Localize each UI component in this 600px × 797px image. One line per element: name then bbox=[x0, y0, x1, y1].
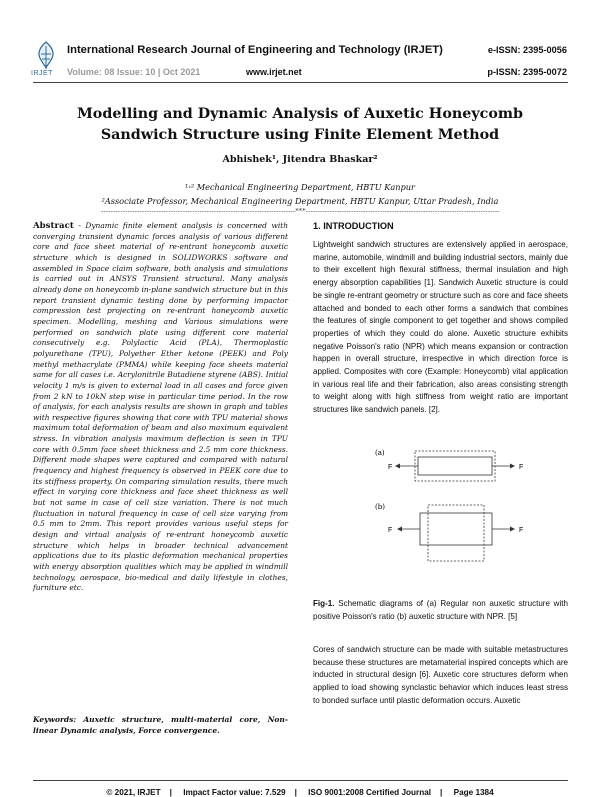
figure-label-b: (b) bbox=[375, 503, 385, 511]
affiliation-1: ¹˒² Mechanical Engineering Department, HBTU Kanpur bbox=[185, 182, 415, 192]
abstract bbox=[33, 221, 288, 594]
introduction-heading: 1. INTRODUCTION bbox=[313, 221, 394, 231]
footer-impact-factor: Impact Factor value: 7.529 bbox=[183, 788, 286, 797]
paper-authors: Abhishek¹, Jitendra Bhaskar² bbox=[222, 154, 378, 165]
auxetic-structure-drawing bbox=[397, 505, 515, 561]
website-link[interactable]: www.irjet.net bbox=[246, 67, 302, 77]
force-label-a-right: F bbox=[519, 464, 524, 471]
force-label-b-right: F bbox=[519, 527, 524, 534]
section-separator: ---------------------------------------------------------------------------------***--------------------------------------------------------------------------------- bbox=[101, 207, 500, 215]
journal-name: International Research Journal of Engineering and Technology (IRJET) bbox=[67, 44, 443, 56]
figure-caption-label: Fig-1. bbox=[313, 599, 335, 608]
p-issn: p-ISSN: 2395-0072 bbox=[487, 67, 567, 77]
header-divider bbox=[33, 82, 568, 83]
figure-caption-text: Schematic diagrams of (a) Regular non auxetic structure with positive Poisson's ratio (b) auxetic structure with NPR. [5] bbox=[313, 599, 568, 621]
figure-label-a: (a) bbox=[375, 449, 385, 457]
logo-text: IRJET bbox=[31, 70, 53, 77]
footer-page-number: Page 1384 bbox=[453, 788, 494, 797]
irjet-logo-icon bbox=[33, 40, 59, 70]
keywords: Keywords: Auxetic structure, multi-material core, Non-linear Dynamic analysis, Force convergence. bbox=[33, 715, 288, 735]
affiliation-2: ²Associate Professor, Mechanical Engineering Department, HBTU Kanpur, Uttar Pradesh, India bbox=[101, 196, 499, 206]
e-issn: e-ISSN: 2395-0056 bbox=[487, 45, 567, 55]
force-label-a-left: F bbox=[388, 464, 393, 471]
paper-title: Modelling and Dynamic Analysis of Auxetic Honeycomb Sandwich Structure using Finite Element Method bbox=[76, 106, 524, 143]
paragraph-cores: Cores of sandwich structure can be made with suitable metastructures because these structures are metamaterial inspired concepts which are inducted in structural design [6]. Auxetic core structures deform when applied to load showing synclastic behavior which induces least stress to bonded surface until plastic deformation occurs. Auxetic bbox=[313, 645, 568, 705]
introduction-text: Lightweight sandwich structures are extensively applied in aerospace, marine, automobile, windmill and building industrial sectors, mainly due to their excellent high flexural stiffness, thermal insulation and high energy absorption capabilities [1]. Sandwich Auxetic structure is could be single re-entrant geometry or structure such as core and face sheets attached and bonded to each other forms a sandwich that combines the features of single component to get together and shows compiled properties of which they could do alone. Auxetic structure exhibits negative Poisson's ratio (NPR) which means expansion or contraction happen in overall structure, irrespective in which direction force is applied. Composites with core (Example: Honeycomb) vital application in various real life and their fabrication, also areas consisting strength to weight along with high stiffness from weight ratio are important structures like sandwich panels. [2]. bbox=[313, 240, 568, 415]
figure-1-diagram bbox=[370, 443, 550, 591]
force-label-b-left: F bbox=[388, 527, 393, 534]
footer-copyright: © 2021, IRJET bbox=[106, 788, 161, 797]
regular-structure-drawing bbox=[395, 451, 515, 481]
abstract-text: - Dynamic finite element analysis is concerned with converging transient dynamic forces analysis of various different core and face sheet material of re-entrant honeycomb auxetic structure which is designed in SOLIDWORKS software and assembled in Space claim software, both analysis and simulations is carried out in ANSYS Transient structural. Many analysis already done on honeycomb in-plane sandwich structure but in this report transient dynamic testing done by performing impactor compression test projecting on re-entrant honeycomb auxetic specimen. Modelling, meshing and Various simulations were performed on sandwich plate using different core material consecutively e.g. Polylactic Acid (PLA), Thermoplastic polyurethane (TPU), Polyether Ether ketone (PEEK) and Poly methyl methacrylate (PMMA) while keeping face sheets material same for all cases i.e. Acrylonitrile Butadiene styrene (ABS). Initial velocity 1 m/s is given to external load in all cases and force given from 2 kN to 10kN step wise in particular time period. In the row of analysis, for each analysis results are shown in graph and tables with respective figures showing that core with TPU material shows maximum total deformation of beam and also maximum equivalent stress. In vibration analysis maximum deflection is seen in TPU core with 0.5mm face sheet thickness and 2.5 mm core thickness. Different mode shapes were captured and compared with natural frequency and highest frequency is observed in PEEK core due to its stiffness property. On comparing simulation results, there much effect in varying core thickness and face sheet thickness as well but not same in case of cell size variation. There is not much fluctuation in natural frequency in case of cell size varying from 0.5 mm to 2mm. This report provides various useful steps for design and virtual analysis of re-entrant honeycomb auxetic structure which helps in broader technical advancement applications due to its plastic deformation mechanical properties with energy absorption qualities which may be applied in windmill technology, aerospace, bio-medical and daily lifestyle in clothes, furniture etc. bbox=[33, 221, 288, 593]
abstract-label: Abstract bbox=[33, 221, 74, 231]
figure-caption bbox=[313, 598, 568, 623]
volume-info: Volume: 08 Issue: 10 | Oct 2021 bbox=[67, 67, 201, 77]
footer-iso: ISO 9001:2008 Certified Journal bbox=[308, 788, 432, 797]
footer-divider bbox=[33, 780, 568, 781]
page-footer: © 2021, IRJET | Impact Factor value: 7.529 | ISO 9001:2008 Certified Journal | Page 1384 bbox=[106, 788, 494, 797]
